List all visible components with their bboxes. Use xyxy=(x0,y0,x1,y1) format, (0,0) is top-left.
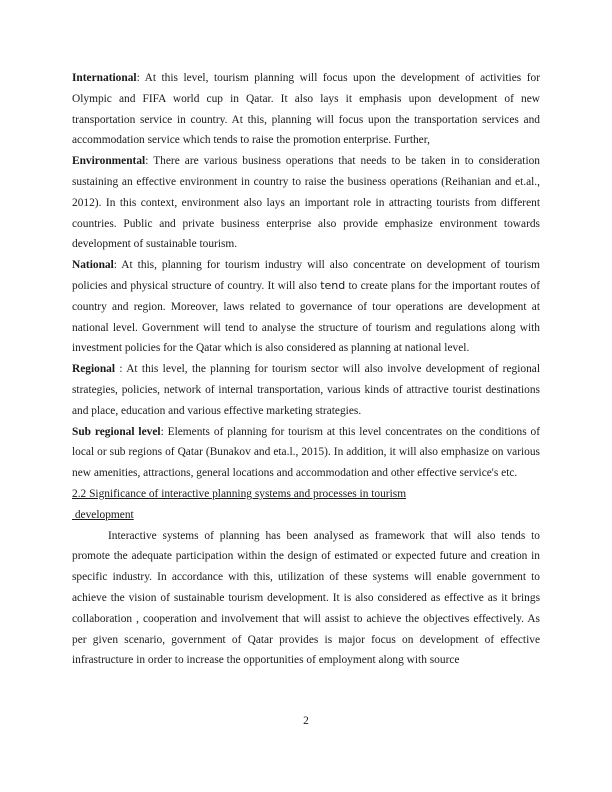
paragraph-national xyxy=(72,255,540,359)
paragraph-international xyxy=(72,68,540,151)
paragraph-sub-regional xyxy=(72,422,540,484)
text-sub-regional: : Elements of planning for tourism at this level concentrates on the conditions of local or sub regions of Qatar (Bunakov and eta.l., 2015). In addition, it will also emphasize on various new amenities, attractions, general locations and accommodation and other effective service's etc. xyxy=(72,425,540,480)
term-sub-regional: Sub regional level xyxy=(72,425,161,438)
text-international: : At this level, tourism planning will focus upon the development of activities for Olympic and FIFA world cup in Qatar. It also lays it emphasis upon development of new transportation service in country. At this, planning will focus upon the transportation services and accommodation service which tends to raise the promotion enterprise. Further, xyxy=(72,72,540,147)
term-regional: Regional xyxy=(72,363,116,376)
text-national-before: : At this, planning for tourism industry will also concentrate on development of tourism policies and physical structure of country. It will also xyxy=(72,259,540,292)
text-national-sans: tend xyxy=(320,278,346,292)
paragraph-environmental xyxy=(72,151,540,255)
text-environmental: : There are various business operations that needs to be taken in to consideration sustaining an effective environment in country to raise the business operations (Reihanian and et.al., 2012). In this context, environment also lays an important role in attracting tourists from different countries. Public and private business enterprise also provide emphasize environment towards development of sustainable tourism. xyxy=(72,155,540,251)
paragraph-regional xyxy=(72,359,540,421)
text-regional: : At this level, the planning for tourism sector will also involve development of regional strategies, policies, network of internal transportation, various kinds of attractive tourist destinations and place, education and various effective marketing strategies. xyxy=(72,363,540,417)
section-heading-line1: 2.2 Significance of interactive planning systems and processes in tourism xyxy=(72,487,407,500)
section-heading xyxy=(72,484,540,526)
document-page xyxy=(72,68,540,671)
term-environmental: Environmental xyxy=(72,155,146,168)
page-number: 2 xyxy=(303,715,309,727)
term-international: International xyxy=(72,72,137,84)
section-body: Interactive systems of planning has been analysed as framework that will also tends to promote the adequate participation within the design of estimated or expected future and creation in specific industry. In accordance with this, utilization of these systems will enable government to achieve the vision of sustainable tourism development. It is also considered as effective as it brings collaboration , cooperation and involvement that will assist to achieve the objectives effectively. As per given scenario, government of Qatar provides is major focus on development of effective infrastructure in order to increase the opportunities of employment along with source xyxy=(72,529,540,667)
term-national: National xyxy=(72,259,114,272)
section-heading-line2: development xyxy=(72,508,134,521)
text-national-after: to create plans for the important routes of country and region. Moreover, laws related to governance of tour operations are development at national level. Government will tend to analyse the structure of tourism and regulations along with investment policies for the Qatar which is also considered as planning at national level. xyxy=(72,279,541,355)
